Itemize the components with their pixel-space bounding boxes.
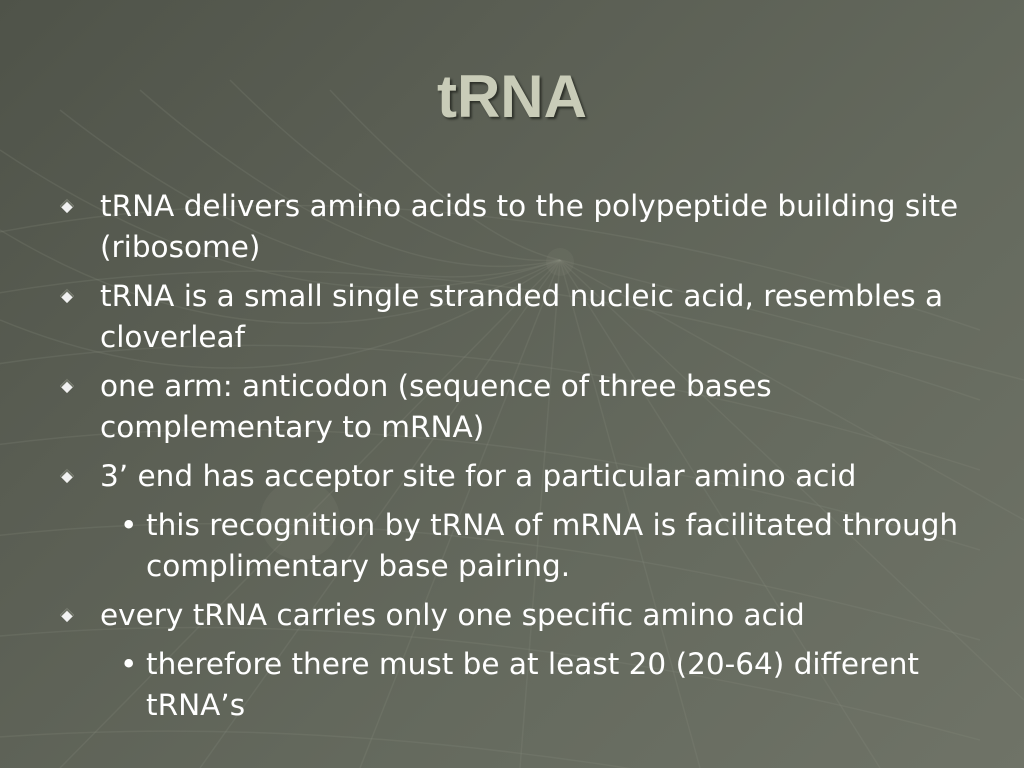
dot-bullet-icon: • <box>120 508 138 542</box>
sub-bullet-text: therefore there must be at least 20 (20-64) different tRNA’s <box>146 647 919 722</box>
bullet-item <box>62 595 962 636</box>
sub-bullet-text: this recognition by tRNA of mRNA is facilitated through complimentary base pairing. <box>146 508 959 583</box>
dot-bullet-icon: • <box>120 647 138 681</box>
diamond-bullet-icon <box>60 289 74 303</box>
bullet-text: tRNA delivers amino acids to the polypeptide building site (ribosome) <box>100 189 959 264</box>
bullet-text: tRNA is a small single stranded nucleic acid, resembles a cloverleaf <box>100 279 944 354</box>
bullet-text: one arm: anticodon (sequence of three bases complementary to mRNA) <box>100 369 772 444</box>
diamond-bullet-icon <box>60 608 74 622</box>
sub-bullet-item <box>62 644 962 726</box>
slide-title: tRNA <box>437 63 587 130</box>
bullet-item <box>62 186 962 268</box>
bullet-item <box>62 456 962 497</box>
sub-bullet-item <box>62 505 962 587</box>
bullet-item <box>62 366 962 448</box>
bullet-text: 3’ end has acceptor site for a particular amino acid <box>100 459 857 493</box>
diamond-bullet-icon <box>60 469 74 483</box>
diamond-bullet-icon <box>60 199 74 213</box>
bullet-item <box>62 276 962 358</box>
bullet-text: every tRNA carries only one specific amino acid <box>100 598 805 632</box>
bullet-list <box>62 186 962 734</box>
diamond-bullet-icon <box>60 379 74 393</box>
